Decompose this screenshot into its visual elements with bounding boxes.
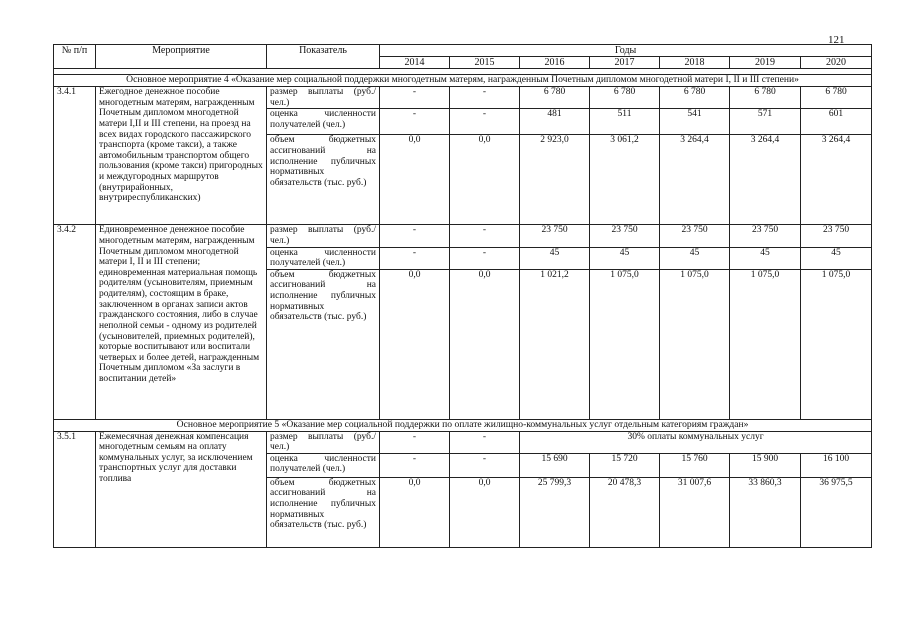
indicator-label: объем бюджетных ассигнований на исполнение публичных нормативных обязательств (тыс. руб.) xyxy=(267,477,380,547)
value-cell: 0,0 xyxy=(380,477,450,547)
value-cell: 1 075,0 xyxy=(590,269,660,419)
col-indicator-header: Показатель xyxy=(267,45,380,69)
value-cell: - xyxy=(380,109,450,135)
value-cell: 1 075,0 xyxy=(730,269,801,419)
value-cell: 0,0 xyxy=(450,477,520,547)
value-cell: 2 923,0 xyxy=(520,135,590,225)
section-title: Основное мероприятие 5 «Оказание мер социальной поддержки по оплате жилищно-коммунальных услуг отдельным категориям граждан» xyxy=(54,419,872,431)
value-cell: 0,0 xyxy=(380,135,450,225)
value-cell: - xyxy=(380,247,450,269)
value-cell: 33 860,3 xyxy=(730,477,801,547)
indicator-label: оценка численности получателей (чел.) xyxy=(267,453,380,477)
value-cell: - xyxy=(450,453,520,477)
value-cell: 6 780 xyxy=(520,87,590,109)
value-cell: 3 264,4 xyxy=(801,135,872,225)
value-cell: 1 075,0 xyxy=(660,269,730,419)
indicator-label: размер выплаты (руб./ чел.) xyxy=(267,87,380,109)
value-cell: 0,0 xyxy=(380,269,450,419)
item-description: Ежемесячная денежная компенсация многодетным семьям на оплату коммунальных услуг, за исключением транспортных услуг для доставки топлива xyxy=(96,431,267,547)
value-cell: 15 900 xyxy=(730,453,801,477)
value-cell: 3 264,4 xyxy=(730,135,801,225)
item-number: 3.4.1 xyxy=(54,87,96,225)
value-cell: - xyxy=(450,225,520,247)
value-cell: 23 750 xyxy=(730,225,801,247)
indicator-label: объем бюджетных ассигнований на исполнение публичных нормативных обязательств (тыс. руб.) xyxy=(267,269,380,419)
value-cell: 23 750 xyxy=(801,225,872,247)
indicator-label: объем бюджетных ассигнований на исполнение публичных нормативных обязательств (тыс. руб.) xyxy=(267,135,380,225)
year-header: 2016 xyxy=(520,57,590,69)
col-event-header: Мероприятие xyxy=(96,45,267,69)
section-title: Основное мероприятие 4 «Оказание мер социальной поддержки многодетным матерям, награжденным Почетным дипломом многодетной матери I, II и III степени» xyxy=(54,75,872,87)
value-cell: 45 xyxy=(801,247,872,269)
value-cell: 45 xyxy=(590,247,660,269)
value-cell: 20 478,3 xyxy=(590,477,660,547)
value-cell: 25 799,3 xyxy=(520,477,590,547)
value-cell: 31 007,6 xyxy=(660,477,730,547)
item-number: 3.5.1 xyxy=(54,431,96,547)
value-cell: 3 264,4 xyxy=(660,135,730,225)
value-cell: 16 100 xyxy=(801,453,872,477)
col-years-header: Годы xyxy=(380,45,872,57)
value-cell: - xyxy=(450,109,520,135)
indicator-label: размер выплаты (руб./ чел.) xyxy=(267,225,380,247)
value-cell: - xyxy=(380,431,450,453)
value-cell: 541 xyxy=(660,109,730,135)
year-header: 2014 xyxy=(380,57,450,69)
value-cell: 1 075,0 xyxy=(801,269,872,419)
value-cell: - xyxy=(380,453,450,477)
value-cell: 23 750 xyxy=(590,225,660,247)
merged-value-cell: 30% оплаты коммунальных услуг xyxy=(520,431,872,453)
year-header: 2019 xyxy=(730,57,801,69)
value-cell: - xyxy=(450,87,520,109)
value-cell: 0,0 xyxy=(450,135,520,225)
indicator-label: оценка численности получателей (чел.) xyxy=(267,109,380,135)
value-cell: 23 750 xyxy=(520,225,590,247)
value-cell: - xyxy=(380,87,450,109)
value-cell: 0,0 xyxy=(450,269,520,419)
value-cell: 6 780 xyxy=(730,87,801,109)
value-cell: 571 xyxy=(730,109,801,135)
value-cell: - xyxy=(450,431,520,453)
indicator-label: оценка численности получателей (чел.) xyxy=(267,247,380,269)
value-cell: 6 780 xyxy=(590,87,660,109)
value-cell: 1 021,2 xyxy=(520,269,590,419)
value-cell: 6 780 xyxy=(660,87,730,109)
value-cell: 15 720 xyxy=(590,453,660,477)
col-number-header: № п/п xyxy=(54,45,96,69)
value-cell: 45 xyxy=(660,247,730,269)
value-cell: - xyxy=(450,247,520,269)
value-cell: 15 690 xyxy=(520,453,590,477)
value-cell: 15 760 xyxy=(660,453,730,477)
program-table xyxy=(53,44,872,548)
item-description: Единовременное денежное пособие многодетным матерям, награжденным Почетным дипломом многодетной матери I, II и III степени; единовременная материальная помощь родителям (усыновителям, приемным родителям), состоящим в браке, заключенном в органах записи актов гражданского состояния, либо в случае неполной семьи - одному из родителей (усыновителей, приемных родителей), которые воспитывают или воспитали четверых и более детей, награжденным Почетным дипломом «За заслуги в воспитании детей» xyxy=(96,225,267,420)
value-cell: 45 xyxy=(520,247,590,269)
value-cell: 45 xyxy=(730,247,801,269)
value-cell: 601 xyxy=(801,109,872,135)
indicator-label: размер выплаты (руб./ чел.) xyxy=(267,431,380,453)
page-number: 121 xyxy=(828,34,845,46)
year-header: 2015 xyxy=(450,57,520,69)
value-cell: 6 780 xyxy=(801,87,872,109)
value-cell: - xyxy=(380,225,450,247)
value-cell: 36 975,5 xyxy=(801,477,872,547)
item-description: Ежегодное денежное пособие многодетным матерям, награжденным Почетным дипломом многодетной матери I,II и III степени, на проезд на всех видах городского пассажирского транспорта (кроме такси), а также автомобильным транспортом общего пользования (кроме такси) пригородных и междугородных маршрутов (внутрирайонных, внутриреспубликанских) xyxy=(96,87,267,225)
value-cell: 511 xyxy=(590,109,660,135)
value-cell: 3 061,2 xyxy=(590,135,660,225)
item-number: 3.4.2 xyxy=(54,225,96,420)
year-header: 2017 xyxy=(590,57,660,69)
value-cell: 481 xyxy=(520,109,590,135)
value-cell: 23 750 xyxy=(660,225,730,247)
year-header: 2020 xyxy=(801,57,872,69)
year-header: 2018 xyxy=(660,57,730,69)
